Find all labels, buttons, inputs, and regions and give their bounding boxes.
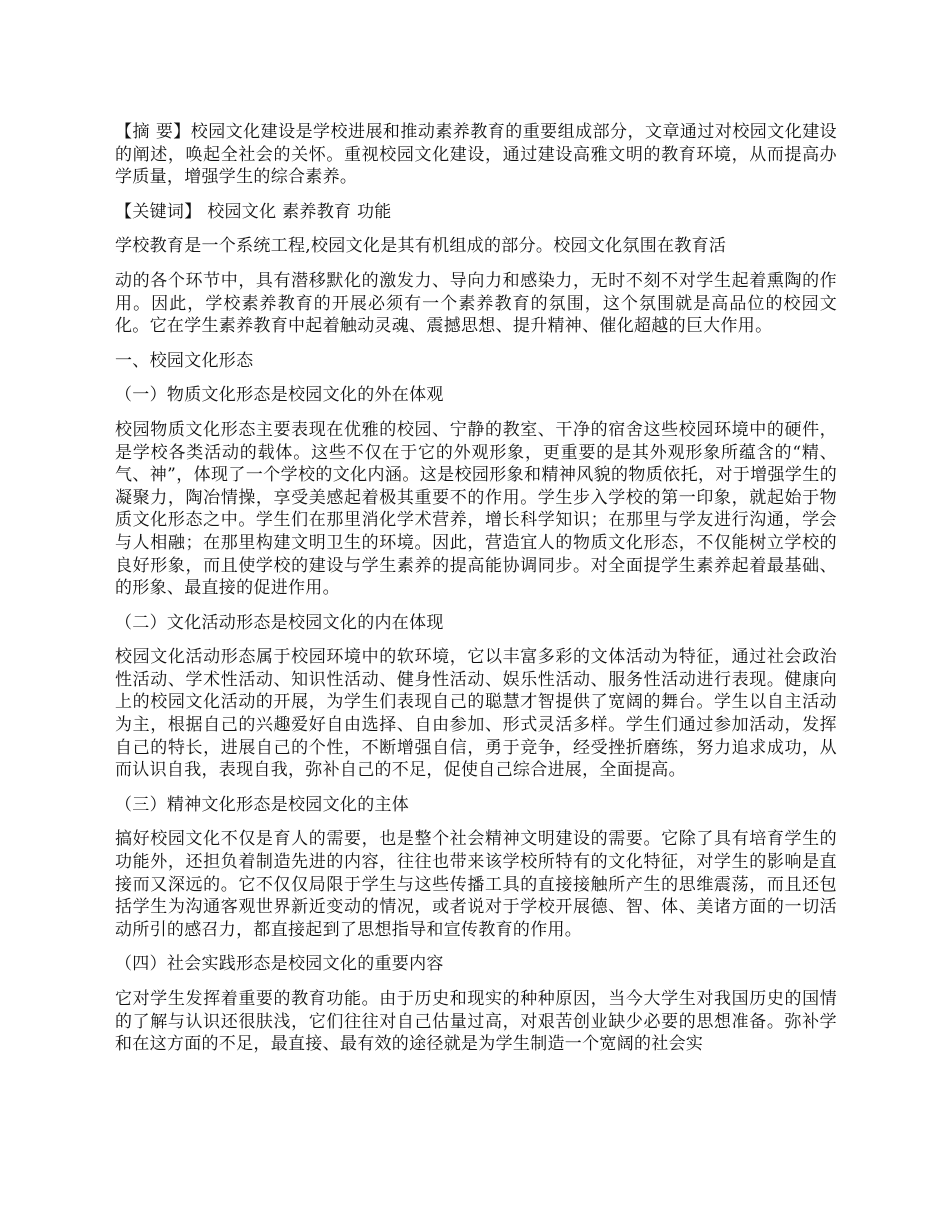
keywords-line: 【关键词】 校园文化 素养教育 功能 — [115, 201, 392, 222]
subsection-body-3: 搞好校园文化不仅是育人的需要，也是整个社会精神文明建设的需要。它除了具有培育学生的功能外，还担负着制造先进的内容，往往也带来该学校所特有的文化特征，对学生的影响是直接而又深远的。它不仅仅局限于学生与这些传播工具的直接接触所产生的思维震荡，而且还包括学生为沟通客观世界新近变动的情况，或者说对于学校开展德、智、体、美诸方面的一切活动所引的感召力，都直接起到了思想指导和宣传教育的作用。 — [115, 829, 837, 940]
subsection-body-1: 校园物质文化形态主要表现在优雅的校园、宁静的教室、干净的宿舍这些校园环境中的硬件，是学校各类活动的载体。这些不仅在于它的外观形象，更重要的是其外观形象所蕴含的“精、气、神”，体现了一个学校的文化内涵。这是校园形象和精神风貌的物质依托，对于增强学生的凝聚力，陶冶情操，享受美感起着极其重要不的作用。学生步入学校的第一印象，就起始于物质文化形态之中。学生们在那里消化学术营养，增长科学知识；在那里与学友进行沟通，学会与人相融；在那里构建文明卫生的环境。因此，营造宜人的物质文化形态，不仅能树立学校的良好形象，而且使学校的建设与学生素养的提高能协调同步。对全面提学生素养起着最基础、的形象、最直接的促进作用。 — [115, 419, 837, 599]
intro-paragraph: 动的各个环节中，具有潜移默化的激发力、导向力和感染力，无时不刻不对学生起着熏陶的作用。因此，学校素养教育的开展必须有一个素养教育的氛围，这个氛围就是高品位的校园文化。它在学生素养教育中起着触动灵魂、震撼思想、提升精神、催化超越的巨大作用。 — [115, 270, 837, 337]
abstract-paragraph: 【摘 要】校园文化建设是学校进展和推动素养教育的重要组成部分，文章通过对校园文化建设的阐述，唤起全社会的关怀。重视校园文化建设，通过建设高雅文明的教育环境，从而提高办学质量，增强学生的综合素养。 — [115, 122, 837, 188]
subsection-heading-2: （二）文化活动形态是校园文化的内在体现 — [115, 612, 444, 633]
subsection-body-4: 它对学生发挥着重要的教育功能。由于历史和现实的种种原因，当今大学生对我国历史的国情的了解与认识还很肤浅，它们往往对自己估量过高，对艰苦创业缺少必要的思想准备。弥补学和在这方面的不足，最直接、最有效的途径就是为学生制造一个宽阔的社会实 — [115, 989, 837, 1055]
section-heading: 一、校园文化形态 — [115, 350, 254, 371]
subsection-heading-3: （三）精神文化形态是校园文化的主体 — [115, 794, 410, 815]
subsection-body-2: 校园文化活动形态属于校园环境中的软环境，它以丰富多彩的文体活动为特征，通过社会政治性活动、学术性活动、知识性活动、健身性活动、娱乐性活动、服务性活动进行表现。健康向上的校园文化活动的开展，为学生们表现自己的聪慧才智提供了宽阔的舞台。学生以自主活动为主，根据自己的兴趣爱好自由选择、自由参加、形式灵活多样。学生们通过参加活动，发挥自己的特长，进展自己的个性，不断增强自信，勇于竞争，经受挫折磨练，努力追求成功，从而认识自我，表现自我，弥补自己的不足，促使自己综合进展，全面提高。 — [115, 647, 837, 781]
intro-line: 学校教育是一个系统工程,校园文化是其有机组成的部分。校园文化氛围在教育活 — [115, 236, 727, 257]
subsection-heading-4: （四）社会实践形态是校园文化的重要内容 — [115, 954, 444, 975]
document-body — [115, 121, 837, 1068]
subsection-heading-1: （一）物质文化形态是校园文化的外在体观 — [115, 385, 444, 406]
